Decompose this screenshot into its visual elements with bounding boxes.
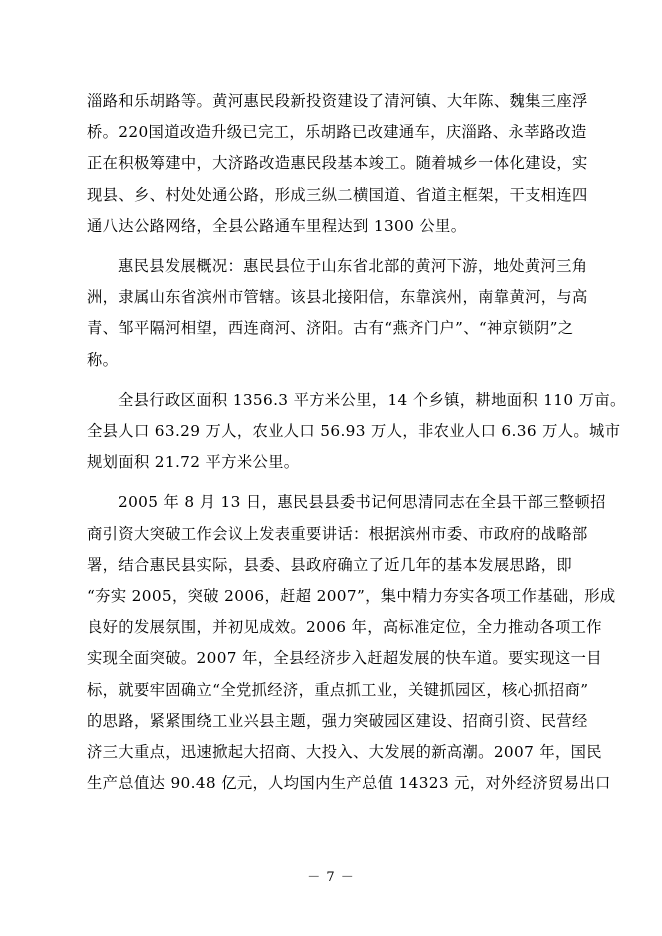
text-line: 洲，隶属山东省滨州市管辖。该县北接阳信，东靠滨州，南靠黄河，与高 [87, 288, 588, 307]
paragraph-overview [87, 251, 587, 376]
text-line: 署，结合惠民县实际，县委、县政府确立了近几年的基本发展思路，即 [87, 555, 573, 574]
text-line: “夯实 2005，突破 2006，赶超 2007”，集中精力夯实各项工作基础，形成 [87, 587, 616, 606]
page-number: － 7 － [307, 870, 355, 885]
paragraph-roads [87, 86, 587, 242]
paragraph-speech [87, 487, 616, 799]
body-text [87, 86, 626, 808]
text-line: 标，就要牢固确立“全党抓经济，重点抓工业，关键抓园区，核心抓招商” [87, 680, 589, 699]
text-line: 全县行政区面积 1356.3 平方米公里，14 个乡镇，耕地面积 110 万亩。 [118, 390, 626, 409]
text-line: 淄路和乐胡路等。黄河惠民段新投资建设了清河镇、大年陈、魏集三座浮 [87, 92, 588, 110]
text-line: 通八达公路网络，全县公路通车里程达到 1300 公里。 [87, 216, 467, 235]
text-line: 济三大重点，迅速掀起大招商、大投入、大发展的新高潮。2007 年，国民 [87, 743, 602, 762]
text-line: 规划面积 21.72 平方米公里。 [87, 453, 300, 472]
text-line: 实现全面突破。2007 年，全县经济步入赶超发展的快车道。要实现这一目 [87, 649, 602, 668]
text-line: 良好的发展氛围，并初见成效。2006 年，高标准定位，全力推动各项工作 [87, 618, 602, 637]
text-line: 2005 年 8 月 13 日，惠民县县委书记何思清同志在全县干部三整顿招 [118, 493, 606, 512]
text-line: 的思路，紧紧围绕工业兴县主题，强力突破园区建设、招商引资、民营经 [87, 711, 588, 730]
text-line: 现县、乡、村处处通公路，形成三纵二横国道、省道主框架，干支相连四 [87, 185, 588, 204]
text-line: 生产总值达 90.48 亿元，人均国内生产总值 14323 元，对外经济贸易出口 [87, 774, 611, 793]
text-line: 商引资大突破工作会议上发表重要讲话：根据滨州市委、市政府的战略部 [87, 524, 588, 543]
text-line: 称。 [87, 350, 119, 369]
text-line: 全县人口 63.29 万人，农业人口 56.93 万人，非农业人口 6.36 万人。城市 [87, 422, 621, 441]
paragraph-statistics [87, 385, 626, 479]
text-line: 桥。220国道改造升级已完工，乐胡路已改建通车，庆淄路、永莘路改造 [87, 123, 587, 142]
text-line: 正在积极筹建中，大济路改造惠民段基本竣工。随着城乡一体化建设，实 [87, 154, 588, 173]
text-line: 惠民县发展概况：惠民县位于山东省北部的黄河下游，地处黄河三角 [118, 257, 588, 276]
text-line: 青、邹平隔河相望，西连商河、济阳。古有“燕齐门户”、“神京锁阴”之 [87, 319, 574, 338]
